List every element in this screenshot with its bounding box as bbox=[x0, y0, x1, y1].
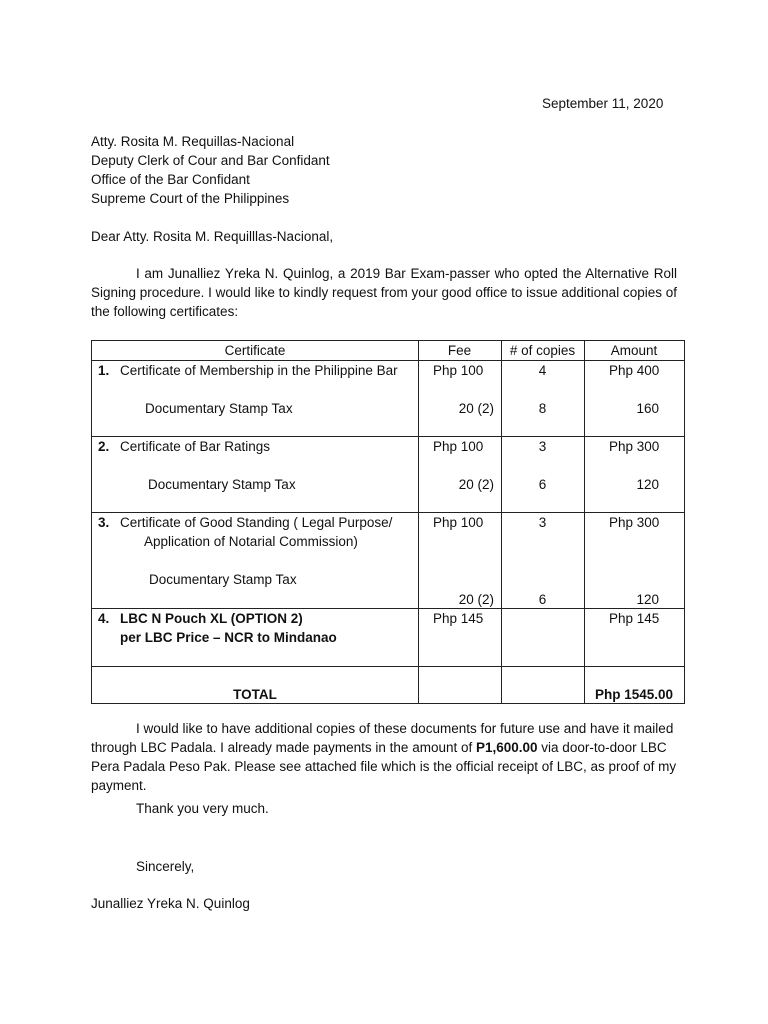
amount-value: Php 400 bbox=[609, 363, 660, 378]
stamp-amount-value: 120 bbox=[636, 477, 659, 492]
header-amount: Amount bbox=[610, 343, 658, 358]
amount-value: Php 145 bbox=[609, 611, 660, 626]
certificate-name: Certificate of Good Standing ( Legal Purpose/ bbox=[120, 515, 393, 530]
closing: Sincerely, bbox=[136, 859, 195, 874]
table-row-divider bbox=[92, 666, 684, 667]
certificate-name-line2: per LBC Price – NCR to Mindanao bbox=[120, 630, 337, 645]
request-paragraph: I am Junalliez Yreka N. Quinlog, a 2019 Bar Exam-passer who opted the Alternative Roll Signing procedure. I would like to kindly request from your good office to issue additional copies of the following certificates: bbox=[91, 266, 677, 319]
table-column-divider bbox=[418, 341, 419, 703]
copies-value: 3 bbox=[538, 515, 547, 530]
fee-value: Php 100 bbox=[433, 439, 484, 454]
stamp-amount-value: 120 bbox=[636, 592, 659, 607]
recipient-institution: Supreme Court of the Philippines bbox=[91, 191, 290, 206]
certificate-name-line2: Application of Notarial Commission) bbox=[144, 534, 358, 549]
copies-value: 4 bbox=[538, 363, 547, 378]
payment-text-start: I would like to have additional copies of these documents for future use and have it mailed through LBC Padala. I already made payments in the amount of bbox=[91, 721, 674, 755]
recipient-name: Atty. Rosita M. Requillas-Nacional bbox=[91, 134, 295, 149]
fee-value: Php 100 bbox=[433, 363, 484, 378]
fee-value: Php 145 bbox=[433, 611, 484, 626]
thanks-line: Thank you very much. bbox=[136, 801, 269, 816]
payment-text-end: via door-to-door LBC Pera Padala Peso Pak. Please see attached file which is the official receipt of LBC, as proof of my payment. bbox=[91, 740, 677, 793]
stamp-fee-value: 20 (2) bbox=[458, 401, 494, 416]
amount-value: Php 300 bbox=[609, 515, 660, 530]
stamp-copies-value: 8 bbox=[538, 401, 547, 416]
fee-value: Php 100 bbox=[433, 515, 484, 530]
total-label: TOTAL bbox=[233, 687, 277, 702]
row-number: 2. bbox=[98, 439, 110, 454]
row-number: 4. bbox=[98, 611, 110, 626]
header-copies: # of copies bbox=[509, 343, 576, 358]
stamp-fee-value: 20 (2) bbox=[458, 592, 494, 607]
payment-paragraph bbox=[91, 719, 677, 795]
stamp-fee-value: 20 (2) bbox=[458, 477, 494, 492]
stamp-tax-label: Documentary Stamp Tax bbox=[148, 477, 296, 492]
stamp-amount-value: 160 bbox=[636, 401, 659, 416]
recipient-title: Deputy Clerk of Cour and Bar Confidant bbox=[91, 153, 330, 168]
recipient-office: Office of the Bar Confidant bbox=[91, 172, 250, 187]
salutation: Dear Atty. Rosita M. Requilllas-Nacional, bbox=[91, 229, 334, 244]
certificates-table bbox=[91, 340, 685, 704]
total-amount: Php 1545.00 bbox=[595, 687, 674, 702]
row-number: 3. bbox=[98, 515, 110, 530]
row-number: 1. bbox=[98, 363, 110, 378]
header-fee: Fee bbox=[447, 343, 472, 358]
certificate-name: Certificate of Bar Ratings bbox=[120, 439, 271, 454]
header-certificate: Certificate bbox=[224, 343, 286, 358]
certificate-name: LBC N Pouch XL (OPTION 2) bbox=[120, 611, 303, 626]
table-column-divider bbox=[584, 341, 585, 703]
stamp-copies-value: 6 bbox=[538, 477, 547, 492]
copies-value: 3 bbox=[538, 439, 547, 454]
signer-name: Junalliez Yreka N. Quinlog bbox=[91, 896, 250, 911]
stamp-tax-label: Documentary Stamp Tax bbox=[145, 401, 293, 416]
stamp-tax-label: Documentary Stamp Tax bbox=[149, 572, 297, 587]
letter-date: September 11, 2020 bbox=[542, 96, 664, 111]
payment-amount: P1,600.00 bbox=[475, 740, 538, 755]
certificate-name: Certificate of Membership in the Philippine Bar bbox=[120, 363, 398, 378]
stamp-copies-value: 6 bbox=[538, 592, 547, 607]
amount-value: Php 300 bbox=[609, 439, 660, 454]
